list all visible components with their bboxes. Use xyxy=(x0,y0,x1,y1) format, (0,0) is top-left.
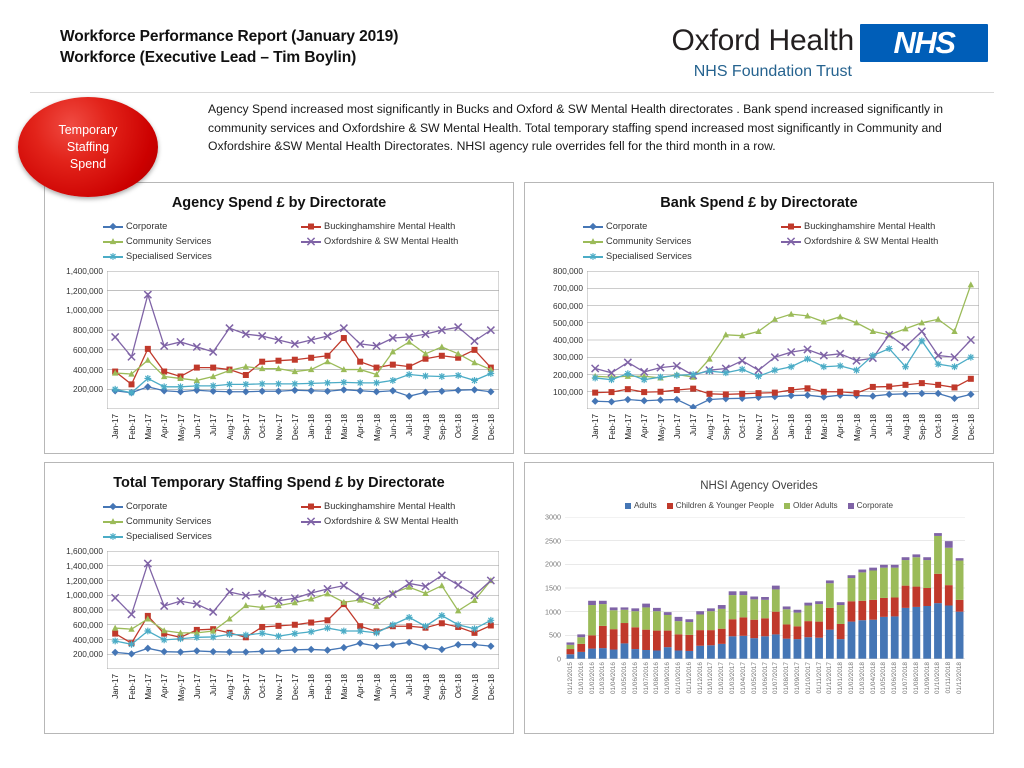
chart-title-nhsi: NHSI Agency Overides xyxy=(700,480,818,492)
bar-chart-svg xyxy=(565,517,965,659)
legend-item xyxy=(781,219,979,234)
x-axis-tick-label: Nov-17 xyxy=(274,674,284,701)
y-axis-labels xyxy=(45,546,107,669)
x-axis-tick-label: Mar-17 xyxy=(143,674,153,700)
slide-header xyxy=(30,22,994,90)
x-axis-tick-label: Feb-18 xyxy=(323,674,333,700)
legend-item xyxy=(103,529,301,544)
x-axis-tick-label: Apr-17 xyxy=(640,414,650,439)
x-axis-tick-label: Jul-18 xyxy=(885,414,895,437)
legend-label: Adults xyxy=(633,501,657,510)
x-axis-tick-label: Mar-17 xyxy=(143,414,153,440)
x-axis-tick-label: 01/03/2016 xyxy=(599,662,607,694)
x-axis-labels xyxy=(587,414,979,458)
x-axis-tick-label: Mar-17 xyxy=(623,414,633,440)
x-axis-labels xyxy=(107,674,499,718)
x-axis-tick-label: Dec-18 xyxy=(486,414,496,441)
y-axis-tick-label: 1,000,000 xyxy=(66,305,103,316)
legend-item xyxy=(301,499,499,514)
x-axis-tick-label: 01/11/2016 xyxy=(685,662,693,694)
legend-label: Buckinghamshire Mental Health xyxy=(804,221,936,231)
legend-label: Oxfordshire & SW Mental Health xyxy=(324,236,459,246)
x-axis-tick-label: Feb-18 xyxy=(803,414,813,440)
x-axis-tick-label: Oct-18 xyxy=(454,674,464,699)
nhs-wordmark: NHS xyxy=(893,25,955,60)
x-axis-tick-label: 01/07/2018 xyxy=(902,662,910,694)
x-axis-tick-label: Oct-17 xyxy=(738,414,748,439)
x-axis-tick-label: 01/09/2016 xyxy=(664,662,672,694)
badge-line-1: Temporary xyxy=(58,122,118,137)
legend-marker-icon xyxy=(301,517,321,526)
chart-plot-agency xyxy=(45,266,513,453)
chart-title-agency: Agency Spend £ by Directorate xyxy=(171,195,387,211)
x-axis-tick-label: Oct-18 xyxy=(454,414,464,439)
x-axis-tick-label: Jan-18 xyxy=(307,414,317,439)
chart-plot-bank xyxy=(525,266,993,453)
x-axis-tick-label: Dec-17 xyxy=(290,674,300,701)
x-axis-tick-label: Oct-18 xyxy=(934,414,944,439)
report-title-line1: Workforce Performance Report (January 2019) xyxy=(60,28,399,45)
x-axis-tick-label: Nov-18 xyxy=(470,674,480,701)
x-axis-tick-label: Oct-17 xyxy=(258,414,268,439)
x-axis-tick-label: Mar-18 xyxy=(819,414,829,440)
legend-item xyxy=(301,234,499,249)
y-axis-labels xyxy=(525,266,587,409)
y-axis-tick-label: 400,000 xyxy=(73,634,103,645)
x-axis-tick-label: Jan-18 xyxy=(307,674,317,699)
chart-legend-total xyxy=(45,499,513,544)
legend-label: Specialised Services xyxy=(126,531,212,541)
y-axis-labels xyxy=(525,512,565,664)
legend-marker-icon xyxy=(103,532,123,541)
x-axis-tick-label: 01/04/2016 xyxy=(610,662,618,694)
legend-swatch-icon xyxy=(848,503,854,509)
legend-marker-icon xyxy=(301,502,321,511)
y-axis-tick-label: 2500 xyxy=(545,536,561,546)
x-axis-tick-label: Jul-17 xyxy=(209,674,219,697)
y-axis-tick-label: 1,600,000 xyxy=(66,546,103,556)
x-axis-tick-label: 01/12/2017 xyxy=(826,662,834,694)
x-axis-tick-label: Aug-17 xyxy=(705,414,715,441)
legend-label: Corporate xyxy=(856,501,894,510)
legend-marker-icon xyxy=(103,237,123,246)
legend-marker-icon xyxy=(583,222,603,231)
badge-line-2: Staffing xyxy=(66,139,110,154)
chart-plot-total xyxy=(45,546,513,713)
x-axis-tick-label: May-18 xyxy=(372,674,382,701)
badge-line-3: Spend xyxy=(69,156,107,171)
x-axis-tick-label: 01/12/2016 xyxy=(696,662,704,694)
x-axis-tick-label: Apr-17 xyxy=(160,674,170,699)
legend-marker-icon xyxy=(301,222,321,231)
legend-item xyxy=(103,499,301,514)
y-axis-tick-label: 800,000 xyxy=(553,266,583,276)
oxford-health-nhs-logo xyxy=(671,22,989,88)
legend-marker-icon xyxy=(103,222,123,231)
y-axis-tick-label: 100,000 xyxy=(553,386,583,397)
y-axis-tick-label: 200,000 xyxy=(73,649,103,660)
x-axis-tick-label: May-17 xyxy=(656,414,666,441)
x-axis-tick-label: 01/06/2017 xyxy=(761,662,769,694)
x-axis-tick-label: 01/11/2017 xyxy=(815,662,823,694)
x-axis-tick-label: 01/05/2017 xyxy=(750,662,758,694)
x-axis-tick-label: 01/04/2018 xyxy=(869,662,877,694)
x-axis-tick-label: Aug-17 xyxy=(225,674,235,701)
chart-plot-nhsi xyxy=(525,512,993,717)
x-axis-tick-label: May-18 xyxy=(372,414,382,441)
legend-marker-icon xyxy=(103,502,123,511)
legend-marker-icon xyxy=(103,252,123,261)
legend-label: Corporate xyxy=(606,221,648,231)
x-axis-tick-label: Mar-18 xyxy=(339,414,349,440)
logo-trust-name: Oxford Health xyxy=(671,24,854,57)
x-axis-tick-label: 01/08/2017 xyxy=(783,662,791,694)
x-axis-tick-label: Jul-17 xyxy=(689,414,699,437)
nhs-logo-box xyxy=(860,24,988,62)
y-axis-tick-label: 1,200,000 xyxy=(66,285,103,296)
line-chart-svg xyxy=(107,551,499,669)
x-axis-tick-label: Dec-18 xyxy=(486,674,496,701)
x-axis-tick-label: Sep-18 xyxy=(437,674,447,701)
chart-panel-bank-spend xyxy=(524,182,994,454)
legend-label: Community Services xyxy=(606,236,692,246)
legend-item xyxy=(583,219,781,234)
y-axis-tick-label: 1500 xyxy=(545,583,561,593)
chart-legend-nhsi xyxy=(525,501,993,510)
x-axis-tick-label: Jul-18 xyxy=(405,674,415,697)
x-axis-tick-label: Sep-17 xyxy=(721,414,731,441)
title-block xyxy=(60,26,398,68)
x-axis-tick-label: 01/10/2016 xyxy=(675,662,682,694)
x-axis-tick-label: 01/01/2017 xyxy=(707,662,715,694)
y-axis-tick-label: 700,000 xyxy=(553,283,583,294)
x-axis-tick-label: 01/03/2018 xyxy=(858,662,866,694)
x-axis-tick-label: Oct-17 xyxy=(258,674,268,699)
y-axis-tick-label: 0 xyxy=(557,654,561,664)
legend-item xyxy=(848,501,893,510)
legend-label: Buckinghamshire Mental Health xyxy=(324,501,456,511)
header-divider xyxy=(30,92,994,93)
x-axis-tick-label: Apr-18 xyxy=(836,414,846,439)
x-axis-tick-label: 01/09/2018 xyxy=(923,662,931,694)
x-axis-tick-label: 01/02/2017 xyxy=(718,662,726,694)
y-axis-tick-label: 3000 xyxy=(545,512,561,522)
x-axis-tick-label: 01/08/2016 xyxy=(653,662,661,694)
chart-title-bank: Bank Spend £ by Directorate xyxy=(660,195,858,211)
legend-label: Specialised Services xyxy=(606,251,692,261)
y-axis-labels xyxy=(45,266,107,409)
x-axis-tick-label: 01/06/2018 xyxy=(891,662,899,694)
x-axis-tick-label: Feb-17 xyxy=(607,414,617,440)
x-axis-tick-label: 01/10/2018 xyxy=(934,662,942,694)
temporary-staffing-spend-badge xyxy=(18,97,158,197)
x-axis-tick-label: Apr-18 xyxy=(356,674,366,699)
x-axis-tick-label: 01/12/2015 xyxy=(566,662,574,694)
x-axis-tick-label: Dec-18 xyxy=(966,414,976,441)
chart-panel-nhsi-agency-overides xyxy=(524,462,994,734)
legend-marker-icon xyxy=(781,222,801,231)
x-axis-tick-label: Nov-18 xyxy=(950,414,960,441)
x-axis-tick-label: Jun-18 xyxy=(388,414,398,439)
x-axis-tick-label: May-17 xyxy=(176,674,186,701)
x-axis-tick-label: Jun-17 xyxy=(672,414,682,439)
x-axis-labels xyxy=(565,662,965,720)
commentary-text: Agency Spend increased most significantly in Bucks and Oxford & SW Mental Health directorates . Bank spend increased significantly in community services and Oxfordshire & SW Mental Health. Total temporary staffing spend increased most significantly in Community and Oxfordshire &SW Mental Health Directorates. NHSI agency rule overrides fell for the third month in a row. xyxy=(208,102,944,154)
line-chart-svg xyxy=(587,271,979,409)
y-axis-tick-label: 1,000,000 xyxy=(66,590,103,601)
x-axis-tick-label: Jan-18 xyxy=(787,414,797,439)
legend-label: Buckinghamshire Mental Health xyxy=(324,221,456,231)
legend-label: Corporate xyxy=(126,221,168,231)
x-axis-tick-label: 01/08/2018 xyxy=(912,662,920,694)
x-axis-tick-label: 01/07/2017 xyxy=(772,662,780,694)
x-axis-tick-label: 01/05/2016 xyxy=(620,662,628,694)
legend-label: Community Services xyxy=(126,516,212,526)
x-axis-tick-label: 01/12/2018 xyxy=(956,662,964,694)
x-axis-tick-label: Aug-18 xyxy=(421,674,431,701)
x-axis-tick-label: 01/05/2018 xyxy=(880,662,888,694)
chart-legend-agency xyxy=(45,219,513,264)
x-axis-tick-label: Nov-17 xyxy=(754,414,764,441)
x-axis-tick-label: Sep-17 xyxy=(241,674,251,701)
x-axis-tick-label: Jul-17 xyxy=(209,414,219,437)
legend-marker-icon xyxy=(301,237,321,246)
x-axis-tick-label: 01/02/2018 xyxy=(847,662,855,694)
chart-title-total: Total Temporary Staffing Spend £ by Directorate xyxy=(113,475,445,491)
x-axis-tick-label: May-17 xyxy=(176,414,186,441)
y-axis-tick-label: 600,000 xyxy=(553,300,583,311)
y-axis-tick-label: 200,000 xyxy=(553,369,583,380)
legend-label: Corporate xyxy=(126,501,168,511)
x-axis-tick-label: 01/04/2017 xyxy=(739,662,747,694)
x-axis-tick-label: Sep-17 xyxy=(241,414,251,441)
x-axis-tick-label: 01/06/2016 xyxy=(631,662,639,694)
y-axis-tick-label: 500 xyxy=(549,630,561,640)
x-axis-tick-label: Dec-17 xyxy=(770,414,780,441)
chart-panel-total-temporary-staffing xyxy=(44,462,514,734)
legend-item xyxy=(784,501,838,510)
legend-label: Community Services xyxy=(126,236,212,246)
x-axis-tick-label: 01/09/2017 xyxy=(793,662,801,694)
x-axis-tick-label: 01/01/2018 xyxy=(837,662,845,694)
x-axis-tick-label: Apr-18 xyxy=(356,414,366,439)
x-axis-tick-label: Sep-18 xyxy=(917,414,927,441)
x-axis-tick-label: Aug-17 xyxy=(225,414,235,441)
x-axis-tick-label: Nov-18 xyxy=(470,414,480,441)
x-axis-tick-label: Jun-18 xyxy=(868,414,878,439)
x-axis-tick-label: 01/11/2018 xyxy=(945,662,953,694)
legend-marker-icon xyxy=(583,252,603,261)
x-axis-tick-label: 01/03/2017 xyxy=(729,662,737,694)
legend-item xyxy=(301,219,499,234)
y-axis-tick-label: 600,000 xyxy=(73,619,103,630)
legend-swatch-icon xyxy=(625,503,631,509)
legend-item xyxy=(103,514,301,529)
x-axis-tick-label: Sep-18 xyxy=(437,414,447,441)
x-axis-tick-label: Jun-17 xyxy=(192,414,202,439)
legend-item xyxy=(625,501,657,510)
x-axis-tick-label: Feb-18 xyxy=(323,414,333,440)
x-axis-tick-label: Feb-17 xyxy=(127,414,137,440)
x-axis-tick-label: Aug-18 xyxy=(901,414,911,441)
x-axis-tick-label: Jun-17 xyxy=(192,674,202,699)
legend-label: Oxfordshire & SW Mental Health xyxy=(804,236,939,246)
legend-item xyxy=(103,249,301,264)
x-axis-tick-label: Apr-17 xyxy=(160,414,170,439)
y-axis-tick-label: 500,000 xyxy=(553,317,583,328)
x-axis-tick-label: 01/01/2016 xyxy=(577,662,585,694)
legend-item xyxy=(583,249,781,264)
legend-label: Older Adults xyxy=(793,501,838,510)
y-axis-tick-label: 2000 xyxy=(545,559,561,569)
legend-item xyxy=(103,234,301,249)
legend-item xyxy=(301,514,499,529)
x-axis-tick-label: 01/10/2017 xyxy=(804,662,812,694)
y-axis-tick-label: 600,000 xyxy=(73,344,103,355)
x-axis-tick-label: Jul-18 xyxy=(405,414,415,437)
legend-item xyxy=(781,234,979,249)
y-axis-tick-label: 1,400,000 xyxy=(66,266,103,276)
y-axis-tick-label: 400,000 xyxy=(73,364,103,375)
y-axis-tick-label: 1,400,000 xyxy=(66,560,103,571)
y-axis-tick-label: 1000 xyxy=(545,607,561,617)
x-axis-tick-label: Jun-18 xyxy=(388,674,398,699)
x-axis-tick-label: May-18 xyxy=(852,414,862,441)
x-axis-tick-label: Feb-17 xyxy=(127,674,137,700)
legend-label: Specialised Services xyxy=(126,251,212,261)
x-axis-tick-label: Jan-17 xyxy=(111,674,121,699)
x-axis-tick-label: 01/02/2016 xyxy=(588,662,596,694)
legend-item xyxy=(583,234,781,249)
y-axis-tick-label: 800,000 xyxy=(73,325,103,336)
y-axis-tick-label: 300,000 xyxy=(553,352,583,363)
legend-item xyxy=(103,219,301,234)
x-axis-tick-label: Jan-17 xyxy=(111,414,121,439)
logo-subtitle: NHS Foundation Trust xyxy=(693,63,852,80)
y-axis-tick-label: 200,000 xyxy=(73,384,103,395)
legend-marker-icon xyxy=(103,517,123,526)
legend-item xyxy=(667,501,774,510)
line-chart-svg xyxy=(107,271,499,409)
x-axis-tick-label: Dec-17 xyxy=(290,414,300,441)
legend-marker-icon xyxy=(583,237,603,246)
x-axis-labels xyxy=(107,414,499,458)
x-axis-tick-label: 01/07/2016 xyxy=(642,662,650,694)
legend-swatch-icon xyxy=(784,503,790,509)
x-axis-tick-label: Mar-18 xyxy=(339,674,349,700)
legend-label: Oxfordshire & SW Mental Health xyxy=(324,516,459,526)
x-axis-tick-label: Aug-18 xyxy=(421,414,431,441)
chart-legend-bank xyxy=(525,219,993,264)
legend-label: Children & Younger People xyxy=(675,501,775,510)
chart-panel-agency-spend xyxy=(44,182,514,454)
report-title-line2: Workforce (Executive Lead – Tim Boylin) xyxy=(60,49,357,66)
x-axis-tick-label: Nov-17 xyxy=(274,414,284,441)
legend-marker-icon xyxy=(781,237,801,246)
y-axis-tick-label: 400,000 xyxy=(553,335,583,345)
y-axis-tick-label: 1,200,000 xyxy=(66,575,103,586)
legend-swatch-icon xyxy=(667,503,673,509)
x-axis-tick-label: Jan-17 xyxy=(591,414,601,439)
y-axis-tick-label: 800,000 xyxy=(73,605,103,615)
